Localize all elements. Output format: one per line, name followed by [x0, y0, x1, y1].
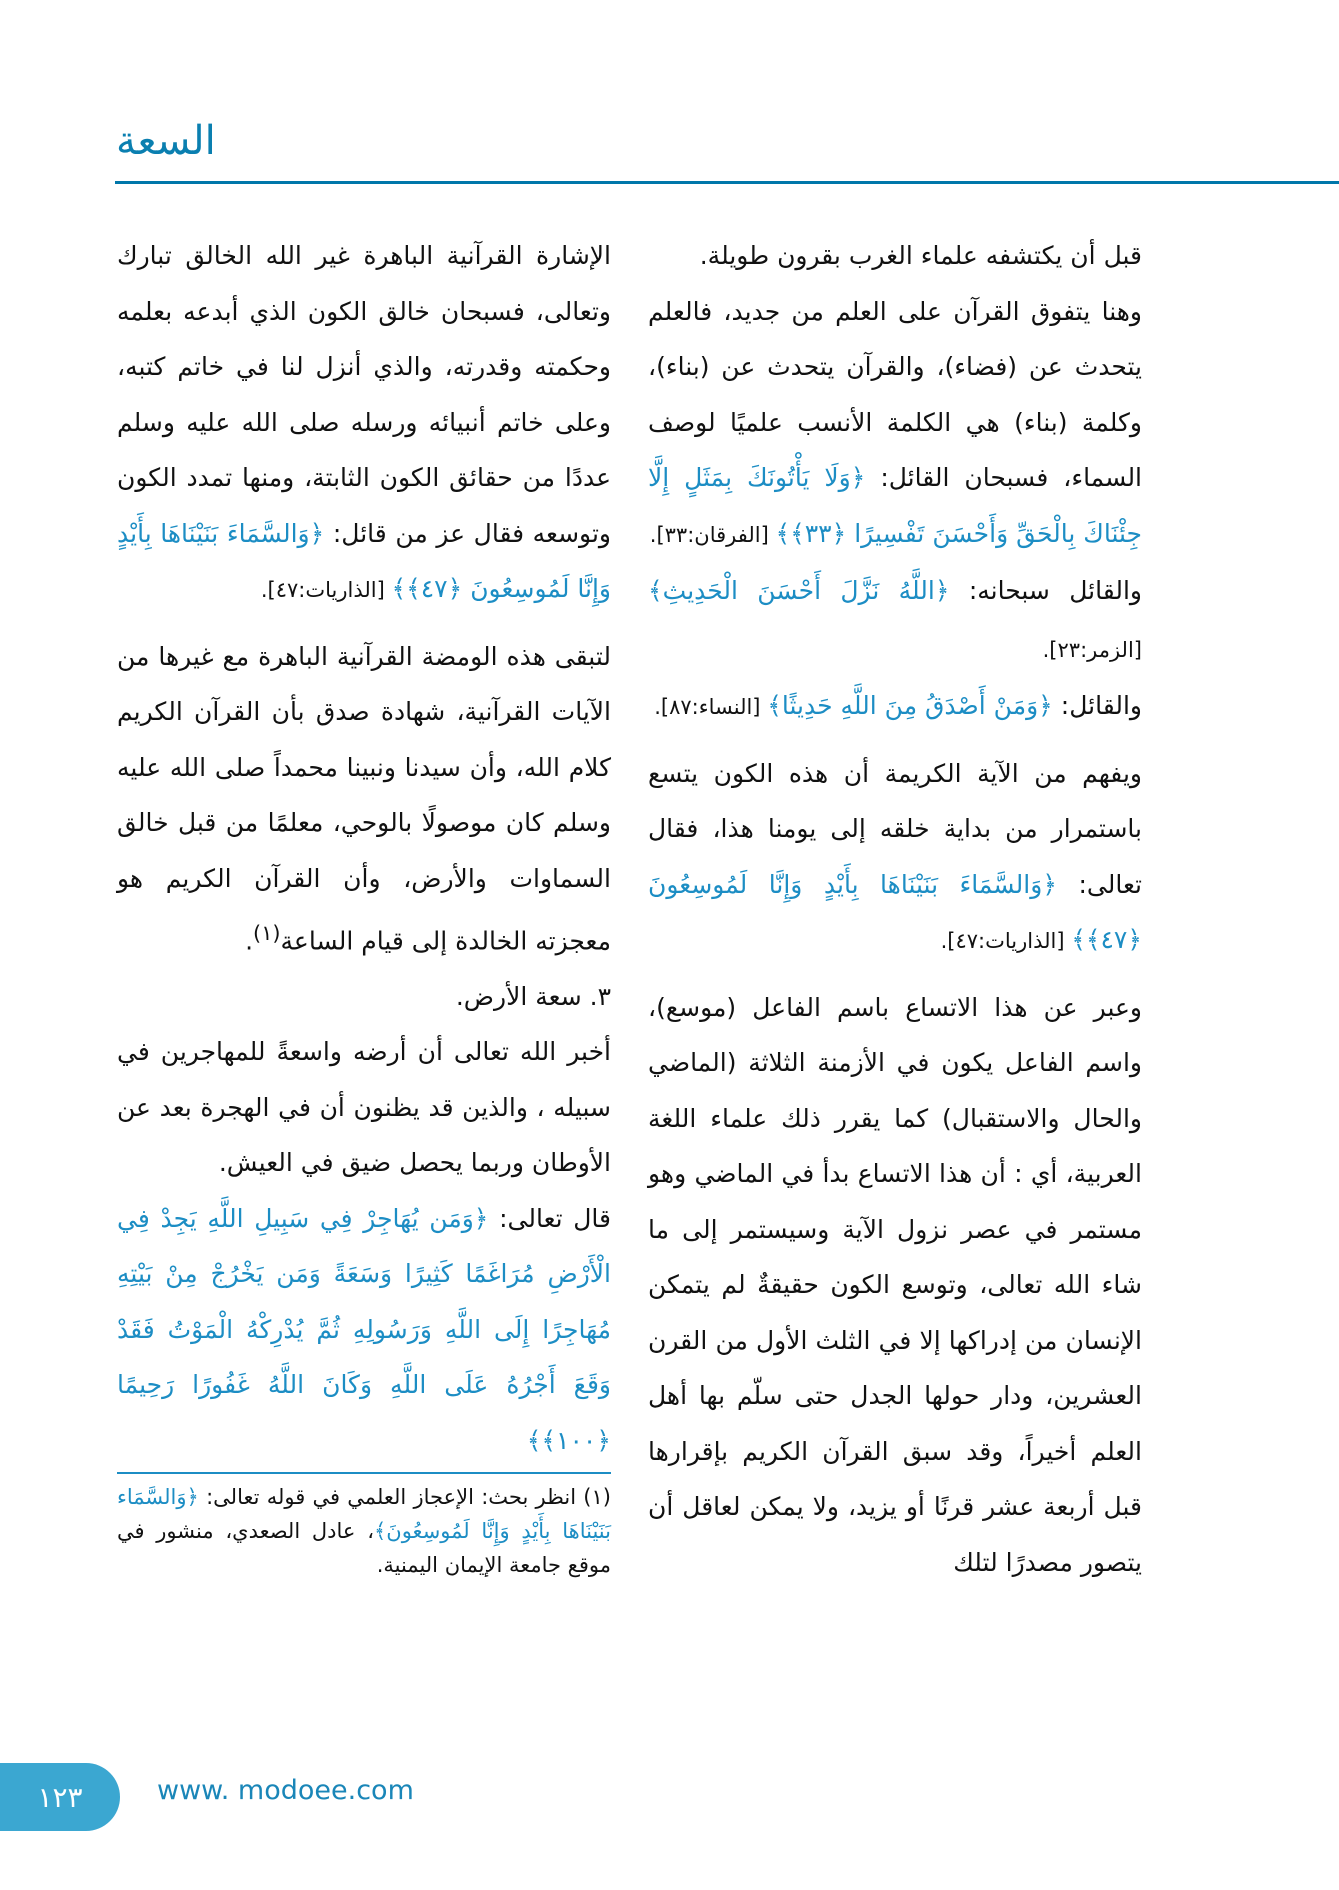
paragraph — [648, 563, 1142, 678]
paragraph — [648, 228, 1142, 284]
quran-verse: ﴿وَمَن يُهَاجِرْ فِي سَبِيلِ اللَّهِ يَجِدْ فِي الْأَرْضِ مُرَاغَمًا كَثِيرًا وَسَعَةً وَمَن يَخْرُجْ مِنْ بَيْتِهِ مُهَاجِرًا إِلَى اللَّهِ وَرَسُولِهِ ثُمَّ يُدْرِكْهُ الْمَوْتُ فَقَدْ وَقَعَ أَجْرُهُ عَلَى اللَّهِ وَكَانَ اللَّهُ غَفُورًا رَحِيمًا ﴿١٠٠﴾﴾ — [117, 1203, 611, 1455]
header-divider — [115, 181, 1339, 184]
verse-reference: [الزمر:٢٣]. — [1042, 637, 1142, 662]
text-segment: أخبر الله تعالى أن أرضه واسعةً للمهاجرين في سبيله ، والذين قد يظنون أن في الهجرة بعد عن الأوطان وربما يحصل ضيق في العيش. — [117, 1037, 611, 1178]
verse-reference: [الذاريات:٤٧]. — [260, 578, 392, 602]
verse-reference: [النساء:٨٧]. — [654, 695, 768, 719]
paragraph — [117, 228, 611, 619]
text-segment: ويفهم من الآية الكريمة أن هذه الكون يتسع باستمرار من بداية خلقه إلى يومنا هذا، فقال تعالى: — [648, 758, 1142, 899]
paragraph — [117, 1191, 611, 1469]
text-segment: والقائل سبحانه: — [949, 576, 1142, 605]
paragraph — [648, 746, 1142, 970]
quran-verse: ﴿وَمَنْ أَصْدَقُ مِنَ اللَّهِ حَدِيثًا﴾ — [767, 691, 1053, 720]
paragraph — [648, 678, 1142, 736]
verse-reference: [الفرقان:٣٣]. — [649, 522, 776, 547]
text-segment: والقائل: — [1052, 691, 1142, 720]
left-column — [117, 228, 611, 1582]
paragraph — [648, 284, 1142, 564]
page-number: ١٢٣ — [37, 1780, 83, 1814]
quran-verse: ﴿وَالسَّمَاء بَنَيْنَاهَا بِأَيْدٍ وَإِنَّا لَمُوسِعُونَ﴾ — [117, 1485, 611, 1544]
paragraph — [648, 980, 1142, 1591]
text-segment: لتبقى هذه الومضة القرآنية الباهرة مع غيرها من الآيات القرآنية، شهادة صدق بأن القرآن الكريم كلام الله، وأن سيدنا ونبينا محمداً صلى الله عليه وسلم كان موصولًا بالوحي، معلمًا من قبل خالق السماوات والأرض، وأن القرآن الكريم هو معجزته الخالدة إلى قيام الساعة — [117, 641, 611, 956]
text-segment: ٣. سعة الأرض. — [455, 981, 611, 1011]
footnote — [117, 1480, 611, 1582]
text-segment: ، عادل الصعدي، منشور في موقع جامعة الإيمان اليمنية. — [117, 1519, 611, 1578]
quran-verse: ﴿وَالسَّمَاءَ بَنَيْنَاهَا بِأَيْدٍ وَإِنَّا لَمُوسِعُونَ ﴿٤٧﴾﴾ — [117, 518, 611, 603]
verse-reference: [الذاريات:٤٧]. — [940, 929, 1072, 953]
paragraph — [117, 969, 611, 1025]
text-segment: وعبر عن هذا الاتساع باسم الفاعل (موسع)، واسم الفاعل يكون في الأزمنة الثلاثة (الماضي والحال والاستقبال) كما يقرر ذلك علماء اللغة العربية، أي : أن هذا الاتساع بدأ في الماضي وهو مستمر في عصر نزول الآية وسيستمر إلى ما شاء الله تعالى، وتوسع الكون حقيقةٌ لم يتمكن الإنسان من إدراكها إلا في الثلث الأول من القرن العشرين، ودار حولها الجدل حتى سلّم بها أهل العلم أخيراً، وقد سبق القرآن الكريم بإقرارها قبل أربعة عشر قرنًا أو يزيد، ولا يمكن لعاقل أن يتصور مصدرًا لتلك — [648, 992, 1142, 1577]
right-column — [648, 228, 1142, 1590]
footnote-divider — [117, 1472, 611, 1474]
quran-verse: ﴿اللَّهُ نَزَّلَ أَحْسَنَ الْحَدِيثِ﴾ — [648, 576, 950, 605]
page-number-badge — [0, 1763, 120, 1831]
text-segment: الإشارة القرآنية الباهرة غير الله الخالق تبارك وتعالى، فسبحان خالق الكون الذي أبدعه بعلمه وحكمته وقدرته، والذي أنزل لنا في خاتم كتبه، وعلى خاتم أنبيائه ورسله صلى الله عليه وسلم عددًا من حقائق الكون الثابتة، ومنها تمدد الكون وتوسعه فقال عز من قائل: — [117, 241, 611, 548]
chapter-title: السعة — [116, 118, 216, 164]
quran-verse: ﴿وَلَا يَأْتُونَكَ بِمَثَلٍ إِلَّا جِئْنَاكَ بِالْحَقِّ وَأَحْسَنَ تَفْسِيرًا ﴿٣٣﴾﴾ — [648, 463, 1142, 548]
paragraph — [117, 629, 611, 969]
text-segment: قبل أن يكتشفه علماء الغرب بقرون طويلة. — [699, 241, 1142, 270]
text-segment: وهنا يتفوق القرآن على العلم من جديد، فالعلم يتحدث عن (فضاء)، والقرآن يتحدث عن (بناء)، وكلمة (بناء) هي الكلمة الأنسب علميًا لوصف السماء، فسبحان القائل: — [648, 296, 1143, 492]
footnote-marker: (١) — [253, 921, 281, 945]
text-segment: قال تعالى: — [488, 1203, 611, 1233]
text-segment: . — [245, 926, 254, 956]
website-link[interactable]: www. modoee.com — [157, 1775, 414, 1806]
text-segment: (١) انظر بحث: الإعجاز العلمي في قوله تعالى: — [198, 1485, 611, 1510]
quran-verse: ﴿وَالسَّمَاءَ بَنَيْنَاهَا بِأَيْدٍ وَإِنَّا لَمُوسِعُونَ ﴿٤٧﴾﴾ — [648, 869, 1142, 954]
paragraph — [117, 1024, 611, 1191]
